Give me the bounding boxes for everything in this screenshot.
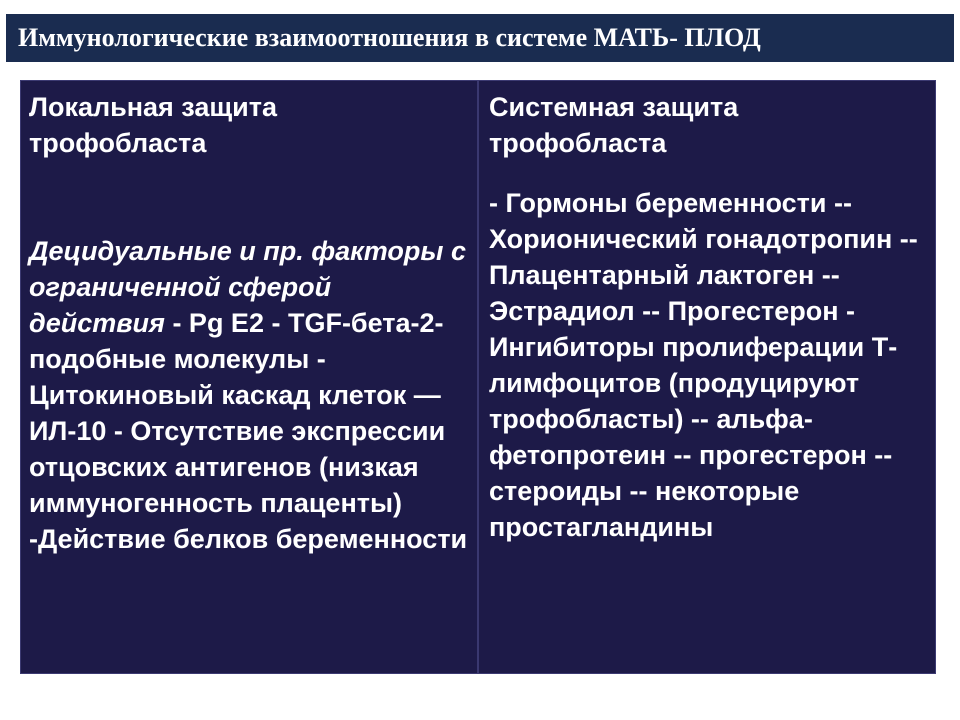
local-protection-body <box>29 233 469 557</box>
systemic-heading-line2: трофобласта <box>489 128 667 158</box>
title-bar <box>6 14 954 62</box>
local-heading-line1: Локальная защита <box>29 92 277 122</box>
local-heading-line2: трофобласта <box>29 128 207 158</box>
local-body-rest: - Pg E2 - TGF-бета-2-подобные молекулы - Цитокиновый каскад клеток — ИЛ-10 - Отсутствие экспрессии отцовских антигенов (низкая иммуногенность плаценты) -Действие белков беременности <box>29 308 468 554</box>
systemic-protection-heading <box>489 89 935 161</box>
comparison-table <box>20 80 936 674</box>
local-protection-heading <box>29 89 469 161</box>
systemic-protection-cell <box>489 89 935 545</box>
systemic-protection-body: - Гормоны беременности -- Хорионический гонадотропин -- Плацентарный лактоген -- Эстрадиол -- Прогестерон - Ингибиторы пролиферации Т-лимфоцитов (продуцируют трофобласты) -- альфа-фетопротеин -- прогестерон --стероиды -- некоторые простагландины <box>489 188 918 542</box>
local-body-italic: Децидуальные и пр. факторы с ограниченной сферой действия <box>29 236 466 338</box>
column-divider <box>477 81 479 673</box>
systemic-heading-line1: Системная защита <box>489 92 739 122</box>
slide-title: Иммунологические взаимоотношения в системе МАТЬ- ПЛОД <box>18 23 761 52</box>
local-protection-cell <box>29 89 469 557</box>
